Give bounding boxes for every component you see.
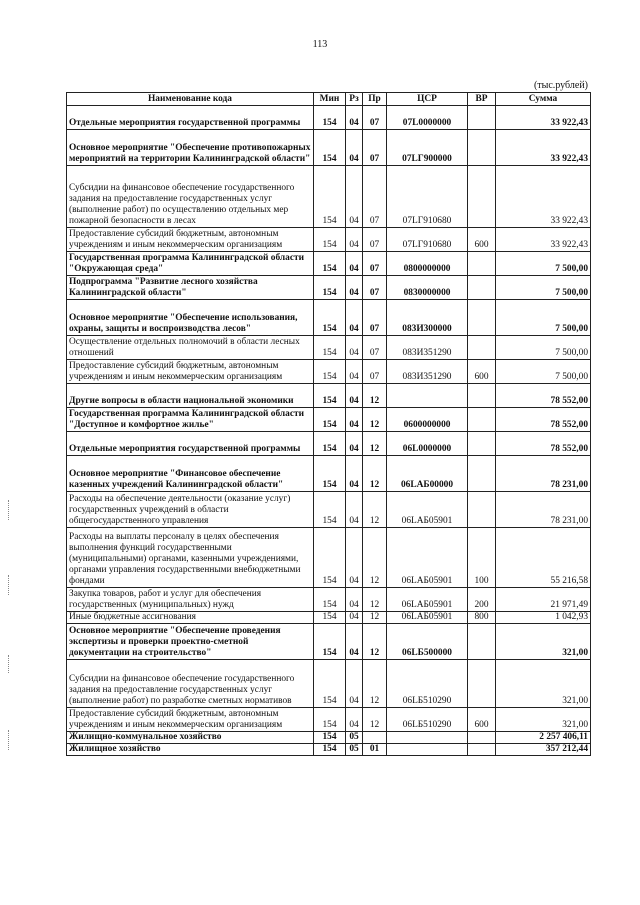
cell-vr [468,432,496,456]
margin-mark [8,575,10,595]
cell-sum: 1 042,93 [496,612,591,624]
cell-rz: 04 [346,408,363,432]
cell-rz: 04 [346,384,363,408]
cell-rz: 04 [346,360,363,384]
cell-vr [468,744,496,756]
cell-sum: 78 231,00 [496,456,591,492]
table-row [67,456,591,492]
cell-rz: 04 [346,130,363,166]
cell-vr [468,492,496,528]
cell-sum: 321,00 [496,708,591,732]
cell-name: Субсидии на финансовое обеспечение государственного задания на предоставление государственных услуг (выполнение работ) по осуществлению отдельных мер пожарной безопасности в лесах [67,166,314,228]
cell-vr [468,336,496,360]
cell-vr: 600 [468,360,496,384]
cell-name: Основное мероприятие "Финансовое обеспечение казенных учреждений Калининградской области" [67,456,314,492]
cell-pr [363,732,387,744]
margin-mark [8,500,10,520]
table-row [67,744,591,756]
cell-vr [468,300,496,336]
header-pr: Пр [363,93,387,106]
cell-csr: 06LAБ00000 [387,456,468,492]
cell-min: 154 [314,624,346,660]
cell-csr: 06LБ510290 [387,660,468,708]
cell-name: Жилищно-коммунальное хозяйство [67,732,314,744]
cell-min: 154 [314,528,346,588]
budget-table [66,92,591,756]
table-row [67,408,591,432]
cell-pr: 12 [363,456,387,492]
cell-vr [468,106,496,130]
cell-rz: 04 [346,492,363,528]
cell-name: Государственная программа Калининградской области "Окружающая среда" [67,252,314,276]
cell-sum: 7 500,00 [496,300,591,336]
cell-min: 154 [314,408,346,432]
cell-csr: 06LБ500000 [387,624,468,660]
cell-csr: 06LAБ05901 [387,588,468,612]
cell-pr: 12 [363,708,387,732]
cell-min: 154 [314,106,346,130]
cell-sum: 7 500,00 [496,252,591,276]
table-row [67,660,591,708]
cell-csr: 083И300000 [387,300,468,336]
table-row [67,624,591,660]
cell-name: Закупка товаров, работ и услуг для обеспечения государственных (муниципальных) нужд [67,588,314,612]
cell-csr [387,744,468,756]
cell-csr: 083И351290 [387,336,468,360]
cell-rz: 04 [346,252,363,276]
cell-sum: 33 922,43 [496,130,591,166]
header-rz: Рз [346,93,363,106]
cell-csr: 07LГ910680 [387,228,468,252]
table-row [67,612,591,624]
header-min: Мин [314,93,346,106]
table-row [67,300,591,336]
table-row [67,708,591,732]
cell-sum: 321,00 [496,660,591,708]
cell-min: 154 [314,360,346,384]
table-row [67,528,591,588]
cell-name: Расходы на выплаты персоналу в целях обеспечения выполнения функций государственными (муниципальными) органами, казенными учреждениями, органами управления государственными внебюджетными фондами [67,528,314,588]
cell-sum: 33 922,43 [496,166,591,228]
cell-sum: 78 231,00 [496,492,591,528]
cell-pr: 12 [363,528,387,588]
cell-sum: 7 500,00 [496,360,591,384]
cell-sum: 55 216,58 [496,528,591,588]
cell-pr: 07 [363,252,387,276]
header-sum: Сумма [496,93,591,106]
cell-pr: 12 [363,588,387,612]
cell-pr: 01 [363,744,387,756]
header-name: Наименование кода [67,93,314,106]
cell-sum: 7 500,00 [496,276,591,300]
cell-pr: 07 [363,130,387,166]
cell-min: 154 [314,744,346,756]
cell-sum: 33 922,43 [496,228,591,252]
cell-csr: 06LAБ05901 [387,528,468,588]
cell-csr [387,732,468,744]
cell-vr: 100 [468,528,496,588]
table-row [67,252,591,276]
units-note: (тыс.рублей) [533,80,588,91]
cell-pr: 12 [363,408,387,432]
table-row [67,384,591,408]
cell-pr: 07 [363,106,387,130]
cell-vr [468,166,496,228]
cell-rz: 04 [346,588,363,612]
cell-pr: 07 [363,300,387,336]
cell-rz: 04 [346,528,363,588]
cell-pr: 07 [363,276,387,300]
cell-csr: 07LГ900000 [387,130,468,166]
cell-min: 154 [314,612,346,624]
cell-vr [468,624,496,660]
cell-vr [468,732,496,744]
cell-rz: 05 [346,732,363,744]
cell-name: Иные бюджетные ассигнования [67,612,314,624]
cell-min: 154 [314,130,346,166]
cell-sum: 357 212,44 [496,744,591,756]
cell-rz: 04 [346,456,363,492]
table-row [67,336,591,360]
table-row [67,432,591,456]
cell-vr: 200 [468,588,496,612]
cell-vr [468,660,496,708]
cell-min: 154 [314,660,346,708]
table-header-row [67,93,591,106]
cell-sum: 21 971,49 [496,588,591,612]
cell-sum: 78 552,00 [496,384,591,408]
cell-rz: 04 [346,708,363,732]
cell-sum: 78 552,00 [496,432,591,456]
table-row [67,228,591,252]
cell-csr: 07L0000000 [387,106,468,130]
cell-name: Отдельные мероприятия государственной программы [67,106,314,130]
cell-name: Государственная программа Калининградской области "Доступное и комфортное жилье" [67,408,314,432]
cell-csr: 0830000000 [387,276,468,300]
cell-min: 154 [314,588,346,612]
cell-pr: 07 [363,360,387,384]
table-row [67,276,591,300]
cell-pr: 07 [363,228,387,252]
cell-pr: 12 [363,492,387,528]
cell-name: Основное мероприятие "Обеспечение использования, охраны, защиты и воспроизводства лесов" [67,300,314,336]
cell-rz: 04 [346,228,363,252]
table-row [67,130,591,166]
cell-name: Предоставление субсидий бюджетным, автономным учреждениям и иным некоммерческим организациям [67,360,314,384]
cell-min: 154 [314,252,346,276]
table-row [67,588,591,612]
cell-rz: 04 [346,300,363,336]
cell-vr [468,252,496,276]
table-row [67,492,591,528]
cell-vr: 600 [468,708,496,732]
cell-csr: 07LГ910680 [387,166,468,228]
cell-min: 154 [314,166,346,228]
header-csr: ЦСР [387,93,468,106]
cell-name: Жилищное хозяйство [67,744,314,756]
cell-name: Расходы на обеспечение деятельности (оказание услуг) государственных учреждений в области общегосударственного управления [67,492,314,528]
cell-pr: 12 [363,612,387,624]
cell-rz: 04 [346,660,363,708]
cell-pr: 07 [363,336,387,360]
cell-csr: 06LБ510290 [387,708,468,732]
cell-min: 154 [314,384,346,408]
cell-pr: 12 [363,660,387,708]
cell-pr: 07 [363,166,387,228]
table-row [67,732,591,744]
cell-vr [468,276,496,300]
margin-mark [8,730,10,750]
cell-csr [387,384,468,408]
cell-name: Основное мероприятие "Обеспечение противопожарных мероприятий на территории Калининградской области" [67,130,314,166]
cell-name: Другие вопросы в области национальной экономики [67,384,314,408]
table-row [67,166,591,228]
cell-vr: 800 [468,612,496,624]
cell-name: Подпрограмма "Развитие лесного хозяйства Калининградской области" [67,276,314,300]
cell-rz: 04 [346,166,363,228]
cell-rz: 04 [346,276,363,300]
cell-min: 154 [314,492,346,528]
cell-vr: 600 [468,228,496,252]
cell-sum: 321,00 [496,624,591,660]
cell-name: Субсидии на финансовое обеспечение государственного задания на предоставление государственных услуг (выполнение работ) по разработке сметных нормативов [67,660,314,708]
cell-sum: 33 922,43 [496,106,591,130]
cell-name: Основное мероприятие "Обеспечение проведения экспертизы и проверки проектно-сметной документации на строительство" [67,624,314,660]
cell-min: 154 [314,708,346,732]
cell-name: Отдельные мероприятия государственной программы [67,432,314,456]
cell-vr [468,408,496,432]
cell-sum: 7 500,00 [496,336,591,360]
cell-vr [468,456,496,492]
cell-sum: 2 257 406,11 [496,732,591,744]
cell-vr [468,384,496,408]
cell-rz: 04 [346,624,363,660]
cell-min: 154 [314,336,346,360]
cell-min: 154 [314,228,346,252]
cell-sum: 78 552,00 [496,408,591,432]
cell-csr: 083И351290 [387,360,468,384]
cell-min: 154 [314,300,346,336]
cell-min: 154 [314,732,346,744]
page-number: 113 [312,39,328,50]
cell-name: Осуществление отдельных полномочий в области лесных отношений [67,336,314,360]
cell-rz: 04 [346,336,363,360]
cell-csr: 06LAБ05901 [387,612,468,624]
cell-csr: 0800000000 [387,252,468,276]
cell-name: Предоставление субсидий бюджетным, автономным учреждениям и иным некоммерческим организациям [67,708,314,732]
cell-min: 154 [314,432,346,456]
cell-pr: 12 [363,624,387,660]
header-vr: ВР [468,93,496,106]
table-row [67,360,591,384]
cell-name: Предоставление субсидий бюджетным, автономным учреждениям и иным некоммерческим организациям [67,228,314,252]
cell-min: 154 [314,456,346,492]
cell-csr: 06LAБ05901 [387,492,468,528]
cell-csr: 0600000000 [387,408,468,432]
cell-csr: 06L0000000 [387,432,468,456]
cell-rz: 05 [346,744,363,756]
table-row [67,106,591,130]
cell-pr: 12 [363,432,387,456]
cell-vr [468,130,496,166]
margin-mark [8,655,10,673]
cell-rz: 04 [346,106,363,130]
cell-rz: 04 [346,432,363,456]
cell-rz: 04 [346,612,363,624]
cell-min: 154 [314,276,346,300]
cell-pr: 12 [363,384,387,408]
